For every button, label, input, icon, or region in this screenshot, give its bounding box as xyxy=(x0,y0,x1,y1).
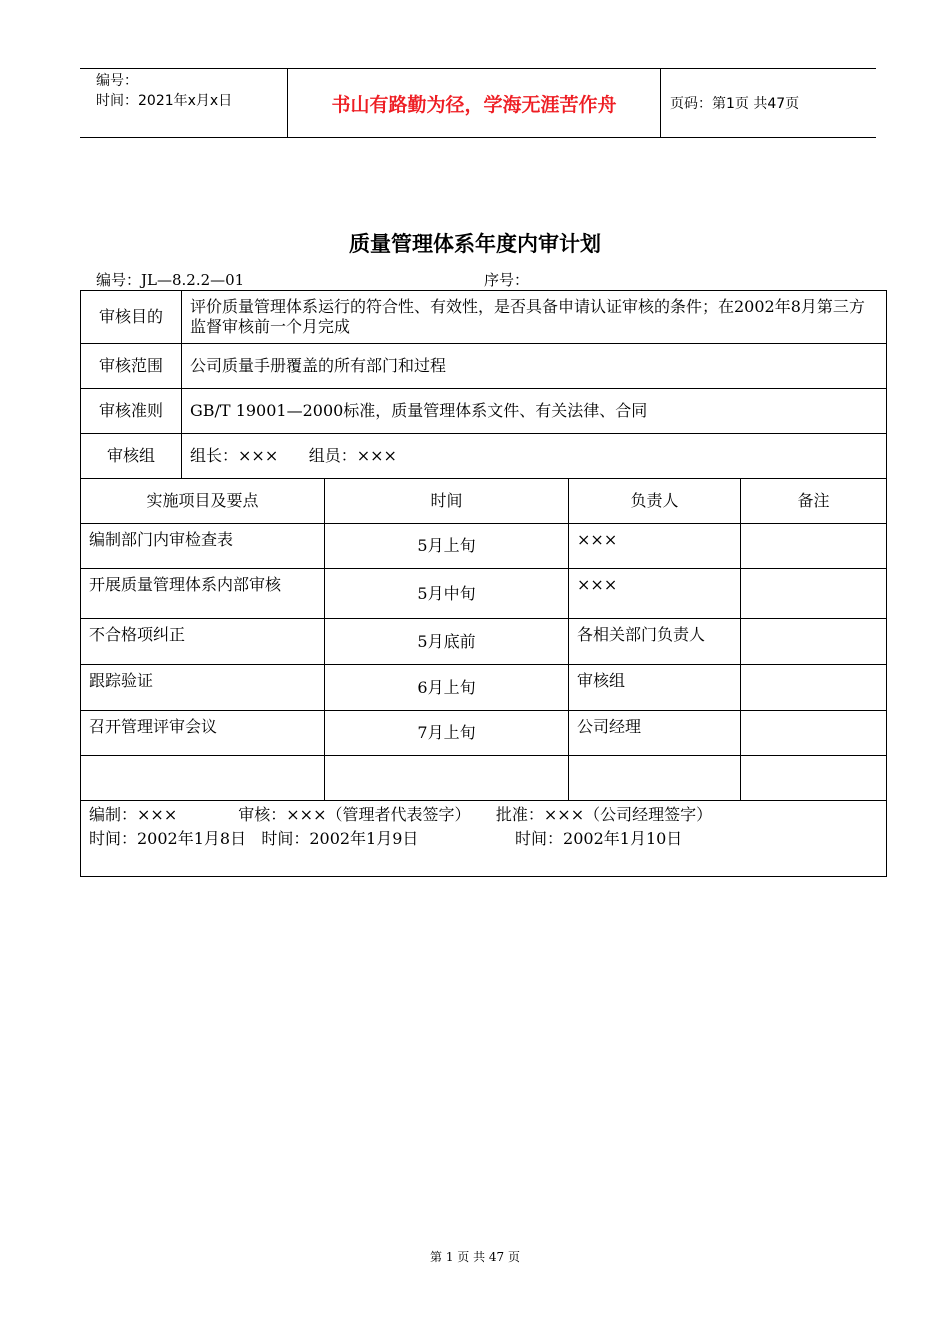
plan-note xyxy=(741,756,887,801)
info-label: 审核范围 xyxy=(81,344,182,389)
info-value: 公司质量手册覆盖的所有部门和过程 xyxy=(182,344,887,389)
info-value: GB/T 19001—2000标准，质量管理体系文件、有关法律、合同 xyxy=(182,389,887,434)
plan-row xyxy=(81,619,887,665)
info-label: 审核目的 xyxy=(81,291,182,344)
plan-owner xyxy=(569,756,741,801)
header-page-info: 页码：第1页 共47页 xyxy=(670,96,800,112)
audit-plan-table xyxy=(80,290,887,877)
column-header: 时间 xyxy=(325,479,569,524)
info-row xyxy=(81,434,887,479)
document-title: 质量管理体系年度内审计划 xyxy=(349,232,601,256)
plan-owner: 公司经理 xyxy=(569,711,741,756)
plan-item: 召开管理评审会议 xyxy=(81,711,325,756)
page-header xyxy=(80,68,876,138)
plan-owner: 各相关部门负责人 xyxy=(569,619,741,665)
plan-time: 5月上旬 xyxy=(325,524,569,569)
signoff-row xyxy=(81,801,887,877)
info-row xyxy=(81,389,887,434)
plan-row xyxy=(81,524,887,569)
header-motto: 书山有路勤为径，学海无涯苦作舟 xyxy=(331,93,617,116)
plan-time: 7月上旬 xyxy=(325,711,569,756)
page-footer: 第 1 页 共 47 页 xyxy=(430,1250,520,1264)
plan-owner: 审核组 xyxy=(569,665,741,711)
plan-note xyxy=(741,524,887,569)
plan-note xyxy=(741,619,887,665)
plan-owner: ××× xyxy=(569,524,741,569)
plan-time: 5月底前 xyxy=(325,619,569,665)
info-value: 组长：××× 组员：××× xyxy=(182,434,887,479)
plan-header-row xyxy=(81,479,887,524)
signoff-cell xyxy=(81,801,887,877)
header-left xyxy=(96,71,286,111)
plan-note xyxy=(741,711,887,756)
plan-time: 5月中旬 xyxy=(325,569,569,619)
info-label: 审核组 xyxy=(81,434,182,479)
doc-number: 编号：JL—8.2.2—01 xyxy=(96,271,245,289)
plan-item: 开展质量管理体系内部审核 xyxy=(81,569,325,619)
column-header: 实施项目及要点 xyxy=(81,479,325,524)
header-code: 编号： xyxy=(96,73,138,89)
plan-owner: ××× xyxy=(569,569,741,619)
info-row xyxy=(81,291,887,344)
signoff-dates: 时间：2002年1月8日 时间：2002年1月9日 时间：2002年1月10日 xyxy=(89,829,683,848)
header-time: 时间：2021年x月x日 xyxy=(96,93,233,109)
plan-row xyxy=(81,569,887,619)
plan-item xyxy=(81,756,325,801)
plan-time xyxy=(325,756,569,801)
plan-note xyxy=(741,665,887,711)
column-header: 负责人 xyxy=(569,479,741,524)
plan-item: 不合格项纠正 xyxy=(81,619,325,665)
sequence-number: 序号： xyxy=(484,271,530,289)
plan-item: 跟踪验证 xyxy=(81,665,325,711)
plan-note xyxy=(741,569,887,619)
plan-row xyxy=(81,711,887,756)
plan-row-empty xyxy=(81,756,887,801)
plan-item: 编制部门内审检查表 xyxy=(81,524,325,569)
info-value: 评价质量管理体系运行的符合性、有效性，是否具备申请认证审核的条件；在2002年8月第三方监督审核前一个月完成 xyxy=(182,291,887,344)
column-header: 备注 xyxy=(741,479,887,524)
plan-time: 6月上旬 xyxy=(325,665,569,711)
info-row xyxy=(81,344,887,389)
signoff-line: 编制：××× 审核：×××（管理者代表签字） 批准：×××（公司经理签字） xyxy=(89,805,713,824)
plan-row xyxy=(81,665,887,711)
info-label: 审核准则 xyxy=(81,389,182,434)
header-divider xyxy=(660,69,661,137)
